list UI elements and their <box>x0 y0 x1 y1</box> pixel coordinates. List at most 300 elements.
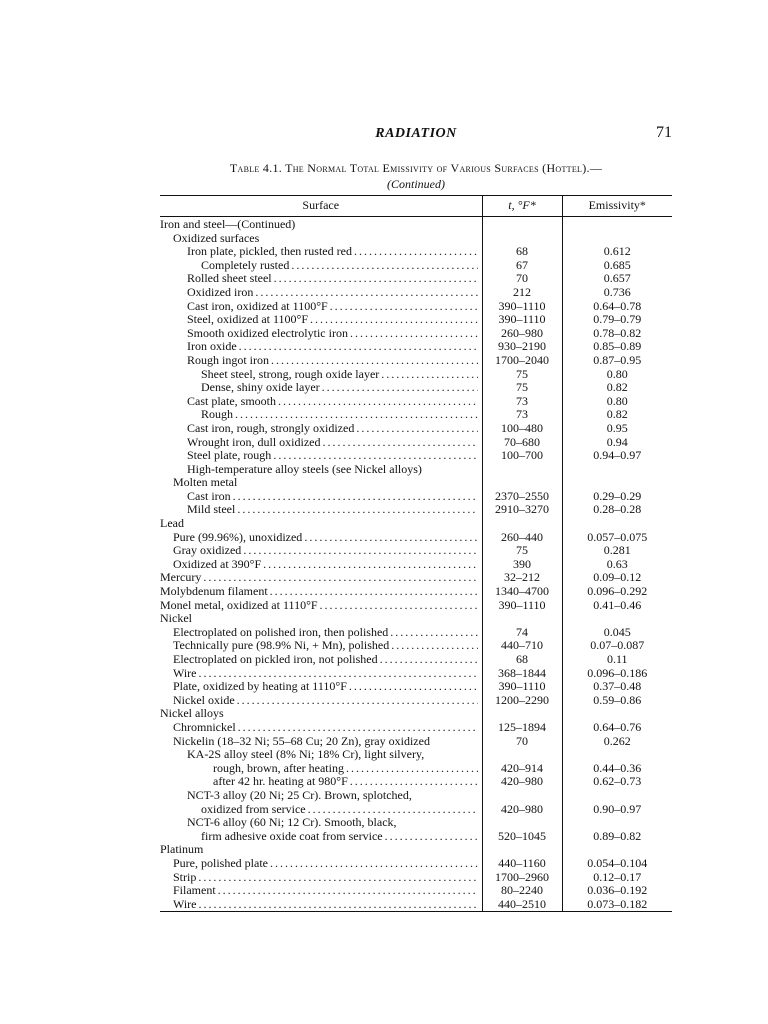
table-row <box>160 803 672 817</box>
table-row <box>160 762 672 776</box>
column-header-temperature: t, °F* <box>482 196 562 217</box>
surface-cell <box>160 245 482 259</box>
emissivity-table <box>160 195 672 912</box>
surface-label: firm adhesive oxide coat from service <box>201 829 383 843</box>
surface-label: Rough <box>201 408 234 422</box>
temperature-cell: 390 <box>482 558 562 572</box>
surface-cell <box>160 436 482 450</box>
temperature-cell: 70 <box>482 272 562 286</box>
surface-cell <box>160 639 482 653</box>
emissivity-cell: 0.262 <box>562 735 672 749</box>
surface-label: Oxidized surfaces <box>173 231 260 245</box>
emissivity-cell: 0.096–0.186 <box>562 667 672 681</box>
table-row <box>160 395 672 409</box>
surface-cell <box>160 843 482 857</box>
surface-entry <box>160 694 482 708</box>
emissivity-cell: 0.79–0.79 <box>562 313 672 327</box>
surface-label: Lead <box>160 517 184 531</box>
table-row <box>160 354 672 368</box>
surface-entry <box>160 707 482 721</box>
surface-entry <box>160 232 482 246</box>
surface-entry <box>160 300 482 314</box>
surface-entry <box>160 843 482 857</box>
surface-cell <box>160 503 482 517</box>
surface-entry <box>160 626 482 640</box>
surface-entry <box>160 830 482 844</box>
temperature-cell: 70–680 <box>482 436 562 450</box>
table-row <box>160 830 672 844</box>
surface-cell <box>160 803 482 817</box>
surface-label: Cast iron, rough, strongly oxidized <box>187 421 355 435</box>
table-row <box>160 898 672 912</box>
surface-label: NCT-6 alloy (60 Ni; 12 Cr). Smooth, black, <box>187 816 397 830</box>
temperature-cell <box>482 707 562 721</box>
surface-cell <box>160 217 482 232</box>
emissivity-cell <box>562 463 672 477</box>
surface-entry <box>160 286 482 300</box>
surface-label: Pure (99.96%), unoxidized <box>173 530 303 544</box>
temperature-cell: 260–980 <box>482 327 562 341</box>
table-row <box>160 707 672 721</box>
surface-cell <box>160 544 482 558</box>
dot-leader <box>291 259 477 273</box>
dot-leader <box>390 626 477 640</box>
emissivity-cell: 0.612 <box>562 245 672 259</box>
dot-leader <box>243 544 477 558</box>
surface-label: Steel, oxidized at 1100°F <box>187 313 309 327</box>
surface-label: Nickel oxide <box>173 693 235 707</box>
emissivity-cell: 0.281 <box>562 544 672 558</box>
dot-leader <box>238 721 478 735</box>
table-row <box>160 368 672 382</box>
emissivity-cell: 0.85–0.89 <box>562 340 672 354</box>
dot-leader <box>278 395 478 409</box>
surface-label: Nickel alloys <box>160 707 224 721</box>
surface-cell <box>160 286 482 300</box>
surface-cell <box>160 612 482 626</box>
surface-entry <box>160 517 482 531</box>
column-header-surface: Surface <box>160 196 482 217</box>
emissivity-cell: 0.59–0.86 <box>562 694 672 708</box>
running-title: RADIATION <box>375 126 457 141</box>
surface-entry <box>160 585 482 599</box>
emissivity-cell: 0.096–0.292 <box>562 585 672 599</box>
surface-label: Steel plate, rough <box>187 449 272 463</box>
table-row <box>160 544 672 558</box>
surface-label: Mercury <box>160 571 202 585</box>
table-row <box>160 463 672 477</box>
temperature-cell: 520–1045 <box>482 830 562 844</box>
dot-leader <box>271 354 477 368</box>
dot-leader <box>239 340 478 354</box>
temperature-cell: 67 <box>482 259 562 273</box>
emissivity-cell: 0.95 <box>562 422 672 436</box>
emissivity-cell <box>562 748 672 762</box>
surface-label: Dense, shiny oxide layer <box>201 381 320 395</box>
emissivity-cell: 0.82 <box>562 381 672 395</box>
surface-cell <box>160 422 482 436</box>
surface-cell <box>160 680 482 694</box>
surface-entry <box>160 775 482 789</box>
dot-leader <box>350 775 478 789</box>
surface-cell <box>160 775 482 789</box>
temperature-cell: 212 <box>482 286 562 300</box>
table-row <box>160 340 672 354</box>
surface-label: Monel metal, oxidized at 1110°F <box>160 598 318 612</box>
emissivity-cell: 0.37–0.48 <box>562 680 672 694</box>
surface-cell <box>160 653 482 667</box>
table-row <box>160 503 672 517</box>
surface-cell <box>160 476 482 490</box>
dot-leader <box>310 313 477 327</box>
emissivity-cell: 0.036–0.192 <box>562 884 672 898</box>
surface-cell <box>160 558 482 572</box>
table-row <box>160 286 672 300</box>
temperature-cell: 368–1844 <box>482 667 562 681</box>
table-row <box>160 626 672 640</box>
surface-entry <box>160 721 482 735</box>
surface-entry <box>160 803 482 817</box>
surface-label: Wire <box>173 897 197 911</box>
emissivity-cell <box>562 217 672 232</box>
table-row <box>160 476 672 490</box>
dot-leader <box>199 667 478 681</box>
temperature-cell <box>482 748 562 762</box>
surface-cell <box>160 585 482 599</box>
emissivity-cell: 0.12–0.17 <box>562 871 672 885</box>
table-row <box>160 816 672 830</box>
temperature-cell <box>482 612 562 626</box>
emissivity-cell <box>562 843 672 857</box>
surface-entry <box>160 259 482 273</box>
temperature-cell: 420–914 <box>482 762 562 776</box>
dot-leader <box>235 408 477 422</box>
surface-cell <box>160 517 482 531</box>
dot-leader <box>274 272 478 286</box>
surface-cell <box>160 408 482 422</box>
caption-label: Table 4.1. <box>229 161 283 175</box>
table-row <box>160 884 672 898</box>
surface-entry <box>160 898 482 912</box>
emissivity-cell <box>562 476 672 490</box>
temperature-cell: 100–480 <box>482 422 562 436</box>
temperature-cell: 125–1894 <box>482 721 562 735</box>
surface-entry <box>160 544 482 558</box>
temperature-cell <box>482 843 562 857</box>
surface-label: Iron oxide <box>187 340 237 354</box>
surface-cell <box>160 368 482 382</box>
dot-leader <box>349 680 478 694</box>
temperature-cell: 390–1110 <box>482 300 562 314</box>
dot-leader <box>304 531 477 545</box>
table-row <box>160 327 672 341</box>
emissivity-cell: 0.44–0.36 <box>562 762 672 776</box>
surface-cell <box>160 313 482 327</box>
table-row <box>160 571 672 585</box>
surface-entry <box>160 422 482 436</box>
surface-entry <box>160 884 482 898</box>
emissivity-cell: 0.11 <box>562 653 672 667</box>
surface-cell <box>160 667 482 681</box>
table-row <box>160 599 672 613</box>
surface-entry <box>160 503 482 517</box>
temperature-cell: 1700–2040 <box>482 354 562 368</box>
surface-label: Pure, polished plate <box>173 856 268 870</box>
table-row <box>160 585 672 599</box>
table-row <box>160 381 672 395</box>
surface-label: Rolled sheet steel <box>187 272 272 286</box>
surface-label: Electroplated on pickled iron, not polished <box>173 653 378 666</box>
surface-label: Technically pure (98.9% Ni, + Mn), polished <box>173 639 390 653</box>
surface-label: Nickel <box>160 612 192 626</box>
emissivity-cell: 0.78–0.82 <box>562 327 672 341</box>
temperature-cell: 440–2510 <box>482 898 562 912</box>
emissivity-cell <box>562 517 672 531</box>
surface-label: High-temperature alloy steels (see Nickel alloys) <box>187 462 422 476</box>
surface-entry <box>160 680 482 694</box>
surface-entry <box>160 272 482 286</box>
emissivity-cell: 0.94 <box>562 436 672 450</box>
dot-leader <box>198 871 477 885</box>
surface-cell <box>160 272 482 286</box>
surface-label: Cast iron <box>187 489 231 503</box>
surface-cell <box>160 259 482 273</box>
table-row <box>160 667 672 681</box>
surface-label: Oxidized iron <box>187 285 254 299</box>
surface-label: Molybdenum filament <box>160 585 268 599</box>
surface-entry <box>160 762 482 776</box>
table-row <box>160 422 672 436</box>
temperature-cell: 440–710 <box>482 639 562 653</box>
dot-leader <box>320 599 478 613</box>
surface-cell <box>160 381 482 395</box>
emissivity-cell: 0.80 <box>562 395 672 409</box>
dot-leader <box>237 694 478 708</box>
surface-cell <box>160 694 482 708</box>
temperature-cell: 420–980 <box>482 775 562 789</box>
surface-cell <box>160 721 482 735</box>
surface-entry <box>160 218 482 232</box>
surface-label: KA-2S alloy steel (8% Ni; 18% Cr), light silvery, <box>187 748 425 762</box>
table-header-row <box>160 196 672 217</box>
surface-entry <box>160 436 482 450</box>
surface-label: Wrought iron, dull oxidized <box>187 435 321 449</box>
emissivity-cell: 0.736 <box>562 286 672 300</box>
surface-entry <box>160 667 482 681</box>
surface-cell <box>160 599 482 613</box>
surface-label: Electroplated on polished iron, then polished <box>173 625 389 639</box>
temperature-cell: 74 <box>482 626 562 640</box>
table-row <box>160 735 672 749</box>
surface-cell <box>160 884 482 898</box>
surface-entry <box>160 354 482 368</box>
surface-label: oxidized from service <box>201 802 306 816</box>
temperature-cell: 1340–4700 <box>482 585 562 599</box>
surface-cell <box>160 232 482 246</box>
caption-continued: (Continued) <box>387 177 445 191</box>
surface-cell <box>160 816 482 830</box>
surface-entry <box>160 857 482 871</box>
surface-cell <box>160 871 482 885</box>
temperature-cell: 75 <box>482 368 562 382</box>
table-row <box>160 449 672 463</box>
surface-entry <box>160 395 482 409</box>
table-row <box>160 871 672 885</box>
table-row <box>160 408 672 422</box>
surface-label: Mild steel <box>187 503 236 517</box>
dot-leader <box>308 803 478 817</box>
surface-cell <box>160 395 482 409</box>
table-row <box>160 490 672 504</box>
surface-entry <box>160 653 482 667</box>
temperature-cell: 73 <box>482 408 562 422</box>
surface-entry <box>160 245 482 259</box>
page-header <box>160 126 672 146</box>
dot-leader <box>380 653 478 667</box>
surface-cell <box>160 898 482 912</box>
dot-leader <box>218 884 478 898</box>
surface-cell <box>160 354 482 368</box>
table-row <box>160 612 672 626</box>
surface-entry <box>160 463 482 477</box>
temperature-cell: 930–2190 <box>482 340 562 354</box>
emissivity-cell: 0.685 <box>562 259 672 273</box>
dot-leader <box>322 381 478 395</box>
surface-entry <box>160 449 482 463</box>
surface-label: Iron plate, pickled, then rusted red <box>187 245 352 259</box>
table-row <box>160 748 672 762</box>
surface-cell <box>160 571 482 585</box>
surface-cell <box>160 490 482 504</box>
surface-cell <box>160 531 482 545</box>
surface-cell <box>160 762 482 776</box>
surface-cell <box>160 735 482 749</box>
emissivity-cell <box>562 232 672 246</box>
surface-cell <box>160 857 482 871</box>
surface-entry <box>160 571 482 585</box>
temperature-cell: 68 <box>482 245 562 259</box>
surface-entry <box>160 490 482 504</box>
emissivity-cell: 0.64–0.78 <box>562 300 672 314</box>
surface-label: Cast iron, oxidized at 1100°F <box>187 299 328 313</box>
surface-entry <box>160 327 482 341</box>
surface-label: Molten metal <box>173 476 238 490</box>
surface-label: Iron and steel—(Continued) <box>160 217 296 231</box>
dot-leader <box>270 585 478 599</box>
caption-title: The Normal Total Emissivity of Various Surfaces (Hottel).— <box>285 161 603 175</box>
table-row <box>160 775 672 789</box>
surface-cell <box>160 789 482 803</box>
surface-label: Platinum <box>160 843 204 857</box>
surface-label: Sheet steel, strong, rough oxide layer <box>201 367 380 381</box>
temperature-cell <box>482 816 562 830</box>
table-row <box>160 789 672 803</box>
emissivity-cell: 0.054–0.104 <box>562 857 672 871</box>
temperature-cell: 1200–2290 <box>482 694 562 708</box>
surface-label: Wire <box>173 666 197 680</box>
table-row <box>160 639 672 653</box>
table-row <box>160 300 672 314</box>
surface-label: after 42 hr. heating at 980°F <box>213 775 348 789</box>
surface-label: Cast plate, smooth <box>187 394 276 408</box>
emissivity-cell <box>562 816 672 830</box>
temperature-cell: 420–980 <box>482 803 562 817</box>
page-number: 71 <box>656 124 672 141</box>
emissivity-cell: 0.057–0.075 <box>562 531 672 545</box>
surface-label: Chromnickel <box>173 720 236 734</box>
emissivity-cell: 0.87–0.95 <box>562 354 672 368</box>
temperature-cell <box>482 217 562 232</box>
emissivity-cell: 0.90–0.97 <box>562 803 672 817</box>
surface-entry <box>160 408 482 422</box>
surface-entry <box>160 340 482 354</box>
surface-cell <box>160 830 482 844</box>
surface-entry <box>160 871 482 885</box>
emissivity-cell: 0.94–0.97 <box>562 449 672 463</box>
surface-cell <box>160 463 482 477</box>
surface-entry <box>160 789 482 803</box>
column-header-emissivity: Emissivity* <box>562 196 672 217</box>
dot-leader <box>391 639 477 653</box>
table-row <box>160 843 672 857</box>
surface-label: Plate, oxidized by heating at 1110°F <box>173 680 347 694</box>
temperature-cell <box>482 517 562 531</box>
surface-label: Oxidized at 390°F <box>173 557 262 571</box>
surface-cell <box>160 340 482 354</box>
table-row <box>160 313 672 327</box>
table-row <box>160 680 672 694</box>
surface-entry <box>160 612 482 626</box>
surface-cell <box>160 748 482 762</box>
surface-entry <box>160 599 482 613</box>
temperature-cell: 390–1110 <box>482 680 562 694</box>
temperature-cell: 32–212 <box>482 571 562 585</box>
temperature-cell <box>482 232 562 246</box>
emissivity-cell: 0.073–0.182 <box>562 898 672 912</box>
dot-leader <box>270 857 478 871</box>
emissivity-cell: 0.64–0.76 <box>562 721 672 735</box>
temperature-cell <box>482 463 562 477</box>
emissivity-table-container <box>160 195 672 912</box>
table-row <box>160 531 672 545</box>
temperature-cell: 2910–3270 <box>482 503 562 517</box>
table-row <box>160 721 672 735</box>
dot-leader <box>323 436 478 450</box>
emissivity-cell: 0.29–0.29 <box>562 490 672 504</box>
dot-leader <box>233 490 478 504</box>
dot-leader <box>381 368 477 382</box>
dot-leader <box>385 830 478 844</box>
temperature-cell: 390–1110 <box>482 599 562 613</box>
temperature-cell <box>482 476 562 490</box>
dot-leader <box>350 327 478 341</box>
dot-leader <box>354 245 478 259</box>
dot-leader <box>263 558 477 572</box>
surface-cell <box>160 707 482 721</box>
surface-label: NCT-3 alloy (20 Ni; 25 Cr). Brown, splotched, <box>187 788 412 802</box>
surface-cell <box>160 300 482 314</box>
table-row <box>160 558 672 572</box>
surface-label: Gray oxidized <box>173 544 242 558</box>
surface-label: Completely rusted <box>201 258 290 272</box>
emissivity-cell: 0.89–0.82 <box>562 830 672 844</box>
emissivity-cell <box>562 789 672 803</box>
table-row <box>160 232 672 246</box>
emissivity-cell: 0.41–0.46 <box>562 599 672 613</box>
emissivity-cell: 0.62–0.73 <box>562 775 672 789</box>
emissivity-cell: 0.80 <box>562 368 672 382</box>
surface-entry <box>160 313 482 327</box>
